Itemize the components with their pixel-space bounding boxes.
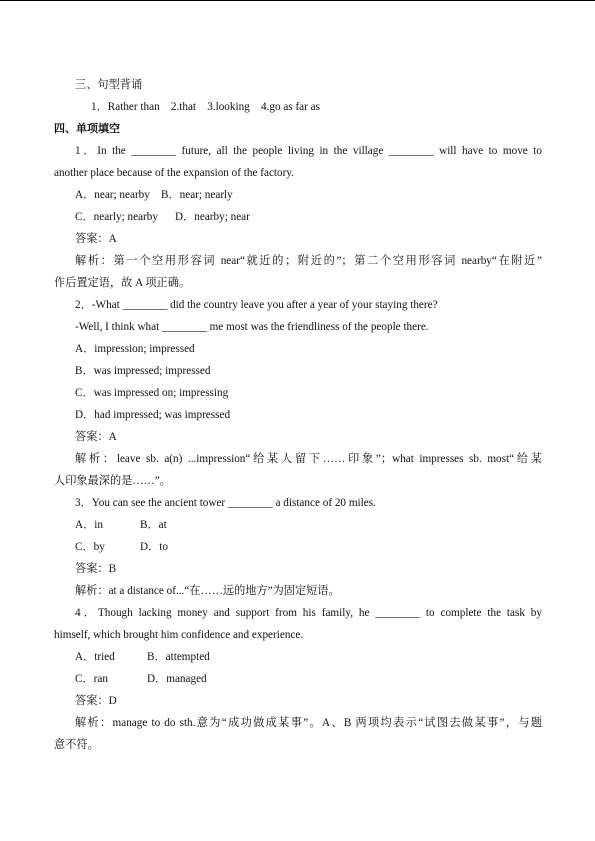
document-body <box>54 74 542 756</box>
q1-explanation-line2: 作后置定语，故 A 项正确。 <box>54 277 191 289</box>
q3-options-row2 <box>54 536 542 558</box>
q3-option-d: D．to <box>140 541 168 553</box>
q2-option-b: B．was impressed; impressed <box>75 365 211 377</box>
q3-option-a: A．in <box>75 519 103 531</box>
q1-options-row2 <box>54 206 542 228</box>
q2-stem-line2: -Well, I think what ________ me most was the friendliness of the people there. <box>75 321 429 333</box>
q1-explanation-line1: 解析：第一个空用形容词 near“就近的；附近的”；第二个空用形容词 nearby“在附近” <box>75 255 542 267</box>
q4-options-row2 <box>54 668 542 690</box>
q4-option-c: C．ran <box>75 673 108 685</box>
q3-answer: 答案：B <box>75 563 117 575</box>
q1-options-row1 <box>54 184 542 206</box>
q4-stem-line1: 4．Though lacking money and support from his family, he ________ to complete the task by <box>75 607 542 619</box>
q1-option-a: A．near; nearby <box>75 189 150 201</box>
q1-option-d: D．nearby; near <box>175 211 250 223</box>
q1-stem-line2: another place because of the expansion of the factory. <box>54 167 295 179</box>
q2-stem-line1: 2．-What ________ did the country leave you after a year of your staying there? <box>75 299 438 311</box>
q3-options-row1 <box>54 514 542 536</box>
q4-stem-line2: himself, which brought him confidence and experience. <box>54 629 304 641</box>
q2-option-a: A．impression; impressed <box>75 343 195 355</box>
q4-option-d: D．managed <box>147 673 207 685</box>
section-3-answers: 1．Rather than 2.that 3.looking 4.go as far as <box>91 101 320 113</box>
q4-explanation-line1: 解析：manage to do sth.意为“成功做成某事”。A、B 两项均表示“试图去做某事”，与题 <box>75 717 542 729</box>
q3-option-c: C．by <box>75 541 105 553</box>
q2-explanation-line2: 人印象最深的是……”。 <box>54 475 171 487</box>
q4-answer: 答案：D <box>75 695 117 707</box>
q2-answer: 答案：A <box>75 431 117 443</box>
section-3-heading: 三、句型背诵 <box>75 79 143 91</box>
section-4-heading: 四、单项填空 <box>54 122 120 135</box>
q4-option-b: B．attempted <box>147 651 210 663</box>
q2-option-c: C．was impressed on; impressing <box>75 387 229 399</box>
q4-options-row1 <box>54 646 542 668</box>
q1-option-b: B．near; nearly <box>161 189 233 201</box>
q4-explanation-line2: 意不符。 <box>54 739 99 751</box>
q3-explanation: 解析：at a distance of...“在……远的地方”为固定短语。 <box>75 585 340 597</box>
q2-explanation-line1: 解析：leave sb. a(n) ...impression“给某人留下……印象”；what impresses sb. most“给某 <box>75 453 542 465</box>
q3-stem: 3．You can see the ancient tower ________ a distance of 20 miles. <box>75 497 376 509</box>
page-top-rule <box>0 0 595 1</box>
q4-option-a: A．tried <box>75 651 115 663</box>
q1-option-c: C．nearly; nearby <box>75 211 158 223</box>
q2-option-d: D．had impressed; was impressed <box>75 409 231 421</box>
q3-option-b: B．at <box>140 519 167 531</box>
q1-answer: 答案：A <box>75 233 117 245</box>
q1-stem-line1: 1．In the ________ future, all the people living in the village ________ will have to move to <box>75 145 542 157</box>
